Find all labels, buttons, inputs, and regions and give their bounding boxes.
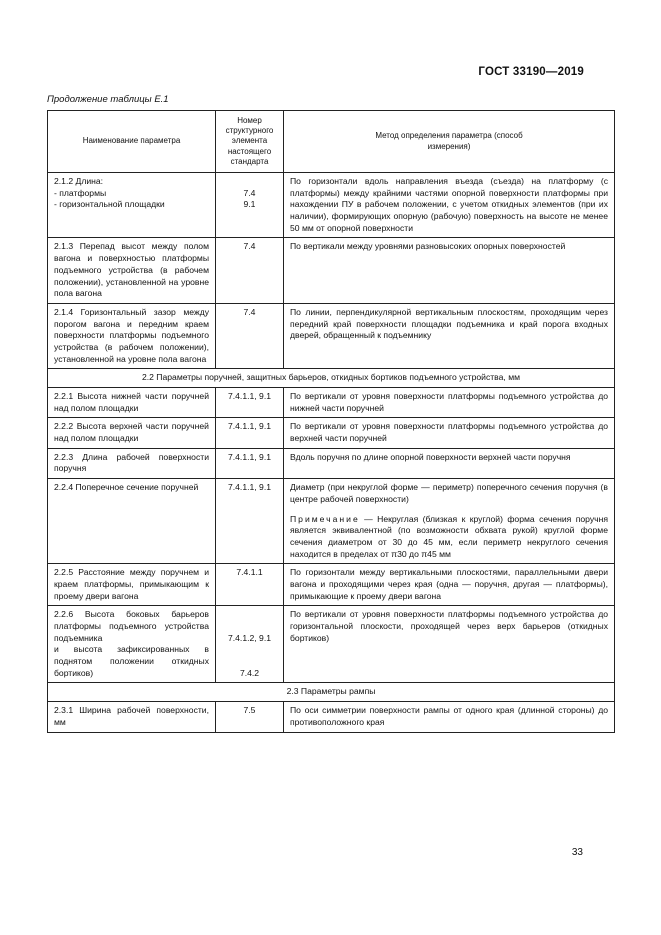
parameter-text: 2.1.2 Длина: <box>54 176 104 186</box>
method-cell: По горизонтали вдоль направления въезда (съезда) на платформу (с платформы) между крайними частями опорной поверхности платформы при нахождении ПУ в рабочем положении, с учетом откидных элементов (при их наличии), формирующих опорную (рабочую) поверхность на высоте не менее 50 мм от опорной поверхности <box>284 173 615 238</box>
method-cell: По линии, перпендикулярной вертикальным плоскостям, проходящим через передний край поверхности площадки подъемника и край порога входных дверей, обращенный к подъемнику <box>284 303 615 368</box>
parameter-cell: 2.3.1 Ширина рабочей поверхности, мм <box>48 702 216 732</box>
method-cell: По вертикали от уровня поверхности платформы подъемного устройства до нижней части поручней <box>284 388 615 418</box>
element-number-cell: 7.4.1.1, 9.1 <box>216 448 284 478</box>
note-text: — Некруглая (близкая к круглой) форма сечения поручня является эквивалентной (по возможности обхвата рукой) круглой форме сечения диаметром от 30 до 45 мм, если периметр некруглого сечения находится в пределах от π30 до π45 мм <box>290 513 608 559</box>
table-header-row <box>48 111 615 173</box>
section-heading: 2.2 Параметры поручней, защитных барьеров, откидных бортиков подъемного устройства, мм <box>48 369 615 388</box>
element-number-cell: 7.4.1.1, 9.1 <box>216 418 284 448</box>
element-number: 9.1 <box>243 199 256 210</box>
element-number: 7.4.2 <box>239 667 260 678</box>
section-heading: 2.3 Параметры рампы <box>48 683 615 702</box>
element-number-cell: 7.5 <box>216 702 284 732</box>
note-label: Примечание <box>290 513 360 524</box>
header-element-number: Номер структурного элемента настоящего стандарта <box>216 111 284 173</box>
table-row <box>48 388 615 418</box>
header-parameter-name: Наименование параметра <box>48 111 216 173</box>
method-cell: По вертикали от уровня поверхности платформы подъемного устройства до горизонтальной плоскости, проходящей через верх барьеров (откидных бортиков) <box>284 606 615 683</box>
parameter-cell: 2.2.1 Высота нижней части поручней над полом площадки <box>48 388 216 418</box>
table-row <box>48 238 615 303</box>
table-row <box>48 606 615 683</box>
parameter-cell <box>48 173 216 238</box>
method-cell: По горизонтали между вертикальными плоскостями, параллельными двери вагона и проходящими через края (одна — поручня, другая — платформы), примыкающие к проему двери вагона <box>284 564 615 606</box>
method-cell: Вдоль поручня по длине опорной поверхности верхней части поручня <box>284 448 615 478</box>
element-number-cell: 7.4.1.1, 9.1 <box>216 479 284 564</box>
table-row <box>48 564 615 606</box>
parameters-table <box>47 110 615 733</box>
method-cell: По вертикали от уровня поверхности платформы подъемного устройства до верхней части поручней <box>284 418 615 448</box>
document-code: ГОСТ 33190—2019 <box>478 66 584 78</box>
element-number: 7.4 <box>243 187 256 198</box>
element-number-cell: 7.4 <box>216 303 284 368</box>
table-row <box>48 448 615 478</box>
method-text: Диаметр (при некруглой форме — периметр) поперечного сечения поручня (в центре рабочей поверхности) <box>290 482 608 504</box>
parameter-text: - горизонтальной площадки <box>54 199 165 210</box>
method-note <box>290 514 608 561</box>
method-cell: По оси симметрии поверхности рампы от одного края (длинной стороны) до противоположного края <box>284 702 615 732</box>
table-row <box>48 702 615 732</box>
parameter-cell: 2.2.2 Высота верхней части поручней над полом площадки <box>48 418 216 448</box>
parameter-cell: 2.2.4 Поперечное сечение поручней <box>48 479 216 564</box>
section-row <box>48 369 615 388</box>
parameter-text: 2.2.6 Высота боковых барьеров платформы подъемного устройства подъемника <box>54 609 209 643</box>
table-row <box>48 479 615 564</box>
parameter-text: и высота зафиксированных в поднятом положении откидных бортиков) <box>54 644 209 678</box>
parameter-cell: 2.1.4 Горизонтальный зазор между порогом вагона и передним краем поверхности платформы подъемного устройства (в рабочем положении), установленной на уровне пола вагона <box>48 303 216 368</box>
method-cell <box>284 479 615 564</box>
table-row <box>48 303 615 368</box>
method-cell: По вертикали между уровнями разновысоких опорных поверхностей <box>284 238 615 303</box>
page-number: 33 <box>571 847 583 858</box>
table-row <box>48 173 615 238</box>
element-number-cell <box>216 173 284 238</box>
element-number-cell: 7.4 <box>216 238 284 303</box>
parameter-cell <box>48 606 216 683</box>
parameter-cell: 2.2.3 Длина рабочей поверхности поручня <box>48 448 216 478</box>
parameter-cell: 2.2.5 Расстояние между поручнем и краем платформы, примыкающим к проему двери вагона <box>48 564 216 606</box>
table-row <box>48 418 615 448</box>
element-number: 7.4.1.2, 9.1 <box>227 632 271 643</box>
element-number-cell: 7.4.1.1, 9.1 <box>216 388 284 418</box>
parameter-cell: 2.1.3 Перепад высот между полом вагона и поверхностью платформы подъемного устройства (в рабочем положении), установленной на уровне пола вагона <box>48 238 216 303</box>
parameter-text: - платформы <box>54 187 107 198</box>
table-continuation-label: Продолжение таблицы Е.1 <box>47 94 169 105</box>
header-method: Метод определения параметра (способ измерения) <box>284 111 615 173</box>
element-number-cell <box>216 606 284 683</box>
section-row <box>48 683 615 702</box>
element-number-cell: 7.4.1.1 <box>216 564 284 606</box>
